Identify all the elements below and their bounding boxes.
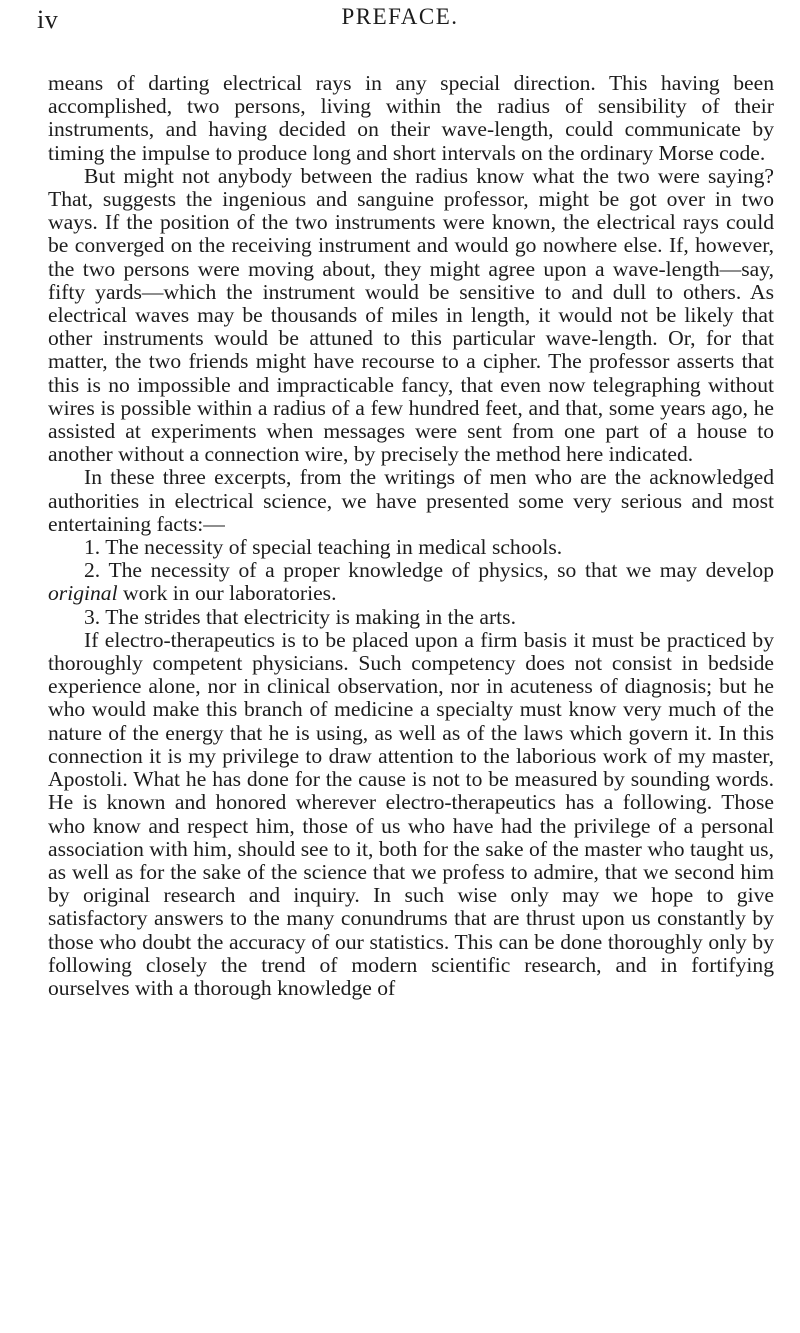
list-item-2-emphasis: original — [48, 581, 118, 606]
list-item-2 — [48, 559, 774, 605]
running-title: PREFACE. — [341, 4, 459, 29]
paragraph-excerpts-summary: In these three excerpts, from the writings of men who are the acknowledged authorities in electrical science, we have presented some very serious and most entertaining facts:— — [48, 465, 774, 536]
list-item-2-text-after: work in our laboratories. — [117, 581, 337, 606]
body-text — [48, 72, 774, 1000]
list-item-3: 3. The strides that electricity is making in the arts. — [84, 604, 516, 629]
page-number: iv — [37, 5, 59, 34]
list-item-1: 1. The necessity of special teaching in medical schools. — [84, 535, 563, 560]
paragraph-continued: means of darting electrical rays in any special direction. This having been accomplished, two persons, living within the radius of sensibility of their instruments, and having decided on their wave-length, could communicate by timing the impulse to produce long and short intervals on the ordinary Morse code. — [48, 71, 774, 165]
list-item-2-text-before: 2. The necessity of a proper knowledge of physics, so that we may develop — [84, 558, 774, 583]
paragraph-privacy-question: But might not anybody between the radius know what the two were saying? That, suggests the ingenious and sanguine professor, might be got over in two ways. If the position of the two instruments were known, the electrical rays could be converged on the receiving instrument and would go nowhere else. If, however, the two persons were moving about, they might agree upon a wave-length—say, fifty yards—which the instrument would be sensitive to and dull to others. As electrical waves may be thousands of miles in length, it would not be likely that other instruments would be attuned to this particular wave-length. Or, for that matter, the two friends might have recourse to a cipher. The professor asserts that this is no impossible and impracticable fancy, that even now telegraphing without wires is possible within a radius of a few hundred feet, and that, some years ago, he assisted at experiments when messages were sent from one part of a house to another without a connection wire, by precisely the method here indicated. — [48, 163, 774, 467]
paragraph-electro-therapeutics: If electro-therapeutics is to be placed upon a firm basis it must be practiced by thoroughly competent physicians. Such competency does not consist in bedside experience alone, nor in clinical observation, nor in acuteness of diagnosis; but he who would make this branch of medicine a specialty must know very much of the nature of the energy that he is using, as well as of the laws which govern it. In this connection it is my privilege to draw attention to the laborious work of my master, Apostoli. What he has done for the cause is not to be measured by sounding words. He is known and honored wherever electro-therapeutics has a following. Those who know and respect him, those of us who have had the privilege of a personal association with him, should see to it, both for the sake of the master who taught us, as well as for the sake of the science that we profess to admire, that we second him by original research and inquiry. In such wise only may we hope to give satisfactory answers to the many conundrums that are thrust upon us constantly by those who doubt the accuracy of our statistics. This can be done thoroughly only by following closely the trend of modern scientific research, and in fortifying ourselves with a thorough knowledge of — [48, 627, 774, 1000]
